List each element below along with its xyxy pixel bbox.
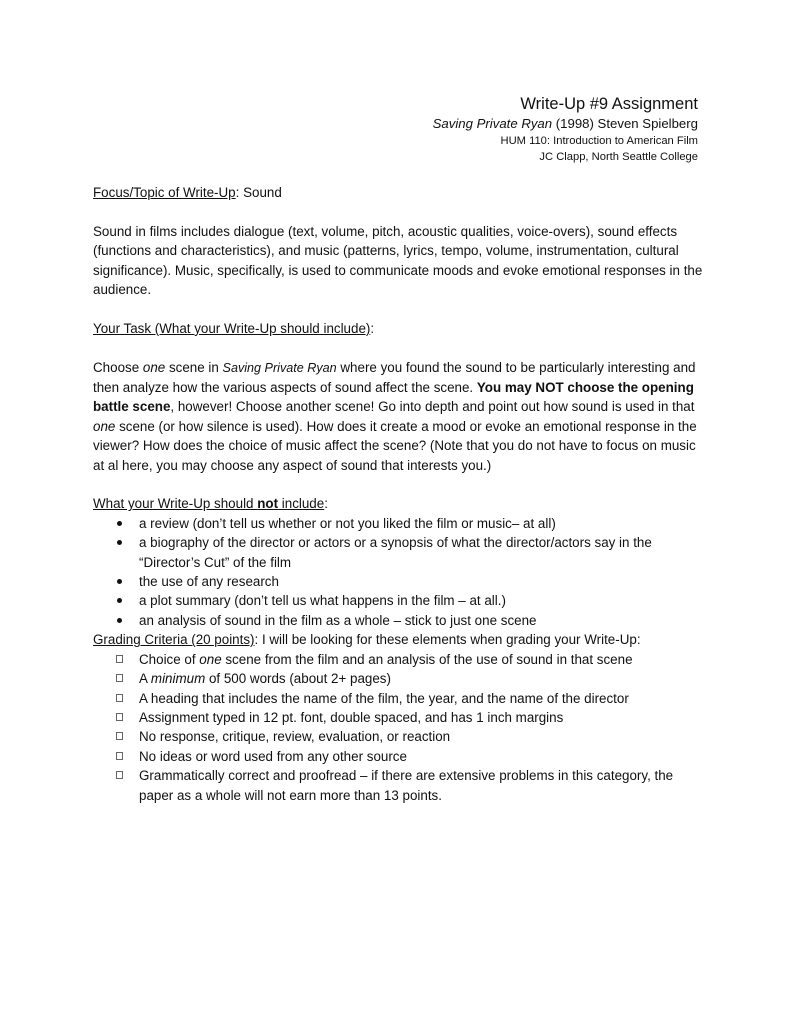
focus-topic — [93, 183, 703, 202]
checklist-item — [115, 669, 703, 688]
checklist-text: of 500 words (about 2+ pages) — [205, 671, 391, 687]
grading-heading — [93, 630, 703, 649]
grading-intro: : I will be looking for these elements when grading your Write-Up: — [254, 632, 641, 648]
checklist-text: A heading that includes the name of the film, the year, and the name of the director — [139, 690, 629, 706]
checklist-item — [115, 689, 703, 708]
task-warning: You may NOT choose the opening battle scene — [93, 380, 694, 415]
task-film-title: Saving Private Ryan — [222, 360, 337, 375]
film-credit — [433, 114, 698, 133]
task-heading-colon: : — [370, 320, 375, 336]
focus-label: Focus/Topic of Write-Up — [93, 185, 236, 200]
checklist-text: Grammatically correct and proofread – if there are extensive problems in this category, the paper as a whole will not earn more than 13 points. — [139, 768, 674, 803]
not-include-heading-emphasis: not — [257, 496, 279, 512]
course-name: HUM 110: Introduction to American Film — [500, 135, 698, 147]
checkbox-icon — [116, 674, 123, 682]
checkbox-icon — [116, 771, 123, 779]
checkbox-icon — [116, 732, 123, 740]
list-item: the use of any research — [117, 572, 703, 591]
list-item: a plot summary (don’t tell us what happens in the film – at all.) — [117, 591, 703, 610]
checklist-text: No response, critique, review, evaluation, or reaction — [139, 729, 451, 745]
checkbox-icon — [116, 655, 123, 663]
instructor-name: JC Clapp, North Seattle College — [539, 151, 698, 163]
assignment-header — [433, 94, 698, 165]
grading-checklist — [93, 650, 703, 805]
task-paragraph — [93, 358, 703, 475]
checkbox-icon — [116, 713, 123, 721]
checklist-text: Assignment typed in 12 pt. font, double spaced, and has 1 inch margins — [139, 709, 564, 725]
checkbox-icon — [116, 694, 123, 702]
task-text: Choose — [93, 359, 143, 375]
task-text: scene in — [165, 359, 223, 375]
not-include-list — [93, 514, 703, 630]
page-title: Write-Up #9 Assignment — [520, 95, 698, 113]
list-item: a review (don’t tell us whether or not you liked the film or music– at all) — [117, 514, 703, 533]
task-emphasis: one — [142, 359, 166, 375]
checklist-item — [115, 727, 703, 746]
checklist-item — [115, 650, 703, 669]
not-include-heading-text: include — [278, 496, 325, 512]
checklist-item — [115, 747, 703, 766]
task-text: , however! Choose another scene! Go into depth and point out how sound is used in that — [170, 399, 695, 415]
focus-value: : Sound — [235, 185, 282, 200]
film-year-director: (1998) Steven Spielberg — [552, 116, 698, 131]
list-item: an analysis of sound in the film as a whole – stick to just one scene — [117, 611, 703, 630]
task-heading — [93, 319, 703, 338]
document-body — [93, 183, 703, 805]
task-emphasis: one — [93, 418, 116, 434]
not-include-heading-colon: : — [324, 496, 328, 512]
checklist-emphasis: minimum — [150, 671, 206, 687]
intro-paragraph: Sound in films includes dialogue (text, volume, pitch, acoustic qualities, voice-overs), sound effects (functions and characteristics), and music (patterns, lyrics, tempo, volume, instrumentation, cultural significance). Music, specifically, is used to communicate moods and evoke emotional responses in the audience. — [93, 223, 703, 298]
checklist-text: Choice of — [139, 651, 200, 667]
checklist-item — [115, 766, 703, 805]
checklist-text: No ideas or word used from any other source — [139, 748, 407, 764]
not-include-heading-text: What your Write-Up should — [93, 496, 258, 512]
checklist-text: scene from the film and an analysis of the use of sound in that scene — [221, 651, 633, 667]
checklist-text: A — [139, 671, 151, 687]
checklist-item — [115, 708, 703, 727]
checklist-emphasis: one — [199, 651, 222, 667]
task-text: scene (or how silence is used). How does it create a mood or evoke an emotional response in the viewer? How does the choice of music affect the scene? (Note that you do not have to focus on music at al here, you may choose any aspect of sound that interests you.) — [93, 418, 697, 473]
task-heading-text: Your Task (What your Write-Up should include) — [93, 320, 371, 336]
grading-heading-text: Grading Criteria (20 points) — [93, 632, 255, 648]
task-text: where you found the sound to be particularly interesting and then analyze how the various aspects of sound affect the scene. — [93, 359, 696, 396]
film-title: Saving Private Ryan — [432, 116, 553, 131]
not-include-heading — [93, 494, 703, 513]
list-item: a biography of the director or actors or a synopsis of what the director/actors say in the “Director’s Cut” of the film — [117, 533, 703, 572]
checkbox-icon — [116, 752, 123, 760]
